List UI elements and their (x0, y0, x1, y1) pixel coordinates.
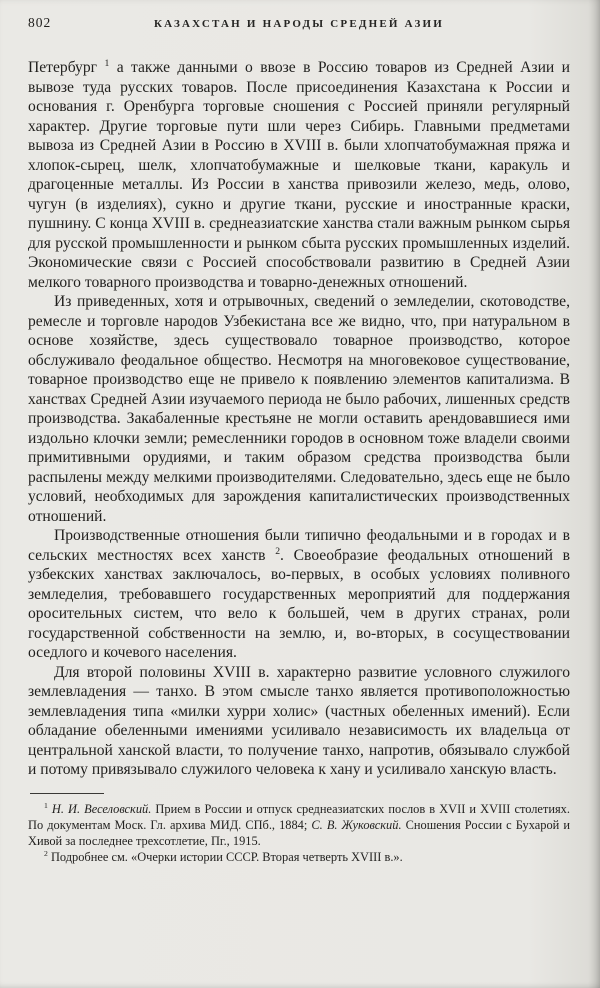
paragraph-3 (28, 526, 570, 663)
footnote-separator (30, 793, 104, 794)
paragraph-text: Петербург (28, 59, 98, 76)
footnote-1-text-2: Сношения России с Бухарой и Хивой за последнее трехсотлетие, Пг., 1915. (28, 817, 570, 848)
footnote-ref-2: 2 (275, 545, 281, 557)
footnote-1-author-1: Н. И. Веселовский. (51, 801, 152, 816)
running-title: КАЗАХСТАН И НАРОДЫ СРЕДНЕЙ АЗИИ (153, 18, 445, 30)
paragraph-4: Для второй половины XVIII в. характерно развитие условного служилого землевладения — танхо. В этом смысле танхо является противоположностью землевладения типа «милки хурри холис» (частных обеленных имений). Если обладание обеленными имениями усиливало независимость их владельца от центральной ханской власти, то получение танхо, напротив, обязывало службой и потому привязывало служилого человека к хану и усиливало ханскую власть. (28, 663, 570, 778)
footnote-ref-1: 1 (104, 57, 110, 69)
paragraph-text: а также данными о ввозе в Россию товаров из Средней Азии и вывозе туда русских товаров. После присоединения Казахстана к России и основания г. Оренбурга торговые сношения с Россией приняли регулярный характер. Другие торговые пути шли через Сибирь. Главными предметами вывоза из Средней Азии в Россию в XVIII в. были хлопчатобумажная пряжа и хлопок-сырец, шелк, хлопчатобумажные и шелковые ткани, каракуль и драгоценные металлы. Из России в ханства привозили железо, медь, олово, чугун (в изделиях), сукно и другие ткани, русские и иностранные краски, пушнину. С конца XVIII в. среднеазиатские ханства стали важным рынком сырья для русской промышленности и рынком сбыта русских промышленных изделий. Экономические связи с Россией способствовали развитию в Средней Азии мелкого товарного производства и товарно-денежных отношений. (28, 59, 571, 291)
footnote-1-author-2: С. В. Жуковский. (311, 817, 402, 832)
paragraph-text: . Своеобразие феодальных отношений в узбекских ханствах заключалось, во-первых, в особых условиях поливного земледелия, требовавшего государственных мероприятий для поддержания оросительных систем, что вело к большей, чем в других странах, роли государственной собственности на землю, и, во-вторых, в сосуществовании оседлого и кочевого населения. (28, 546, 570, 661)
footnotes-section (28, 793, 570, 865)
page-number: 802 (28, 15, 52, 30)
footnote-2-text: Подробнее см. «Очерки истории СССР. Вторая четверть XVIII в.». (50, 849, 403, 864)
paragraph-2: Из приведенных, хотя и отрывочных, сведений о земледелии, скотоводстве, ремесле и торговле народов Узбекистана все же видно, что, при натуральном в основе хозяйстве, здесь существовало товарное производство, которое обслуживало феодальное общество. Несмотря на многовековое существование, товарное производство еще не привело к появлению элементов капитализма. В ханствах Средней Азии изучаемого периода не было рабочих, лишенных средств производства. Закабаленные крестьяне не могли оставить арендовавшиеся ими издольно клочки земли; ремесленники городов в основном тоже владели своими примитивными орудиями, и таким образом средства производства были распылены между мелкими производителями. Следовательно, здесь еще не было условий, необходимых для зарождения капиталистических производственных отношений. (28, 293, 570, 525)
footnote-1-marker: 1 (44, 800, 48, 810)
footnote-1-text-1: Прием в России и отпуск среднеазиатских послов в XVII и XVIII столетиях. По документам Моск. Гл. архива МИД. СПб., 1884; (28, 801, 570, 832)
footnote-2-marker: 2 (44, 848, 48, 858)
body-text (28, 58, 570, 780)
page-header (28, 14, 570, 32)
paragraph-1 (28, 58, 570, 292)
footnote-2 (28, 849, 570, 865)
paragraph-text: Производственные отношения были типично феодальными и в городах и в сельских местностях всех ханств (28, 527, 570, 564)
footnote-1 (28, 801, 570, 849)
